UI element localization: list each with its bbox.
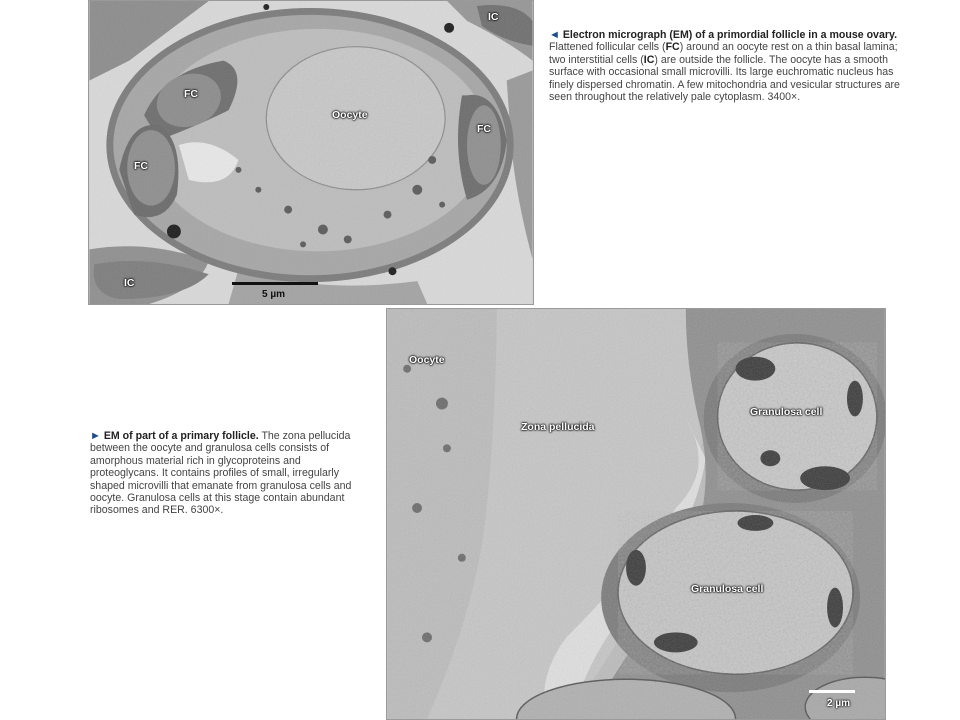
scale-bar-2um [809, 690, 855, 693]
caption-1-text-a: Flattened follicular cells ( [549, 41, 666, 54]
right-arrow-icon: ► [90, 430, 101, 442]
scale-label-2um: 2 µm [827, 698, 850, 709]
fc-label-left-bottom: FC [134, 160, 148, 172]
caption-2-title: EM of part of a primary follicle. [103, 430, 259, 442]
caption-1-text-c: ) are outside the follicle. The oocyte has a smooth surface with occasional small microvilli. Its large euchromatic nucleus has finely dispersed chromatin. A few mitochondria and vesicular structures are seen throughout the relatively pale cytoplasm. 3400×. [549, 53, 900, 104]
granulosa-cell-label-bottom: Granulosa cell [691, 583, 764, 595]
granulosa-cell-label-top: Granulosa cell [750, 406, 823, 418]
primordial-follicle-image [89, 1, 533, 304]
primordial-follicle-caption [549, 29, 907, 103]
primary-follicle-micrograph [386, 308, 886, 720]
caption-2-text: The zona pellucida between the oocyte and granulosa cells consists of amorphous material rich in glycoproteins and proteoglycans. It contains profiles of small, irregularly shaped microvilli that emanate from granulosa cells and oocyte. Granulosa cells at this stage contain abundant ribosomes and RER. 6300×. [90, 430, 352, 517]
caption-1-ic: IC [643, 53, 655, 66]
oocyte-label: Oocyte [332, 109, 368, 121]
fc-label-right: FC [477, 123, 491, 135]
caption-1-fc: FC [665, 41, 680, 54]
primary-follicle-image [387, 309, 885, 719]
caption-1-text-b: ) around an oocyte rest on a thin basal lamina; two interstitial cells ( [549, 41, 898, 66]
primary-follicle-caption [90, 430, 372, 517]
ic-label-top: IC [488, 11, 499, 23]
oocyte-label-2: Oocyte [409, 354, 445, 366]
zona-pellucida-label: Zona pellucida [521, 421, 595, 433]
scale-bar-5um [232, 282, 318, 285]
fc-label-left-top: FC [184, 88, 198, 100]
left-arrow-icon: ◄ [549, 29, 560, 41]
ic-label-bottom: IC [124, 277, 135, 289]
caption-1-title: Electron micrograph (EM) of a primordial follicle in a mouse ovary. [562, 29, 898, 41]
primordial-follicle-micrograph [88, 0, 534, 305]
scale-label-5um: 5 µm [262, 289, 285, 300]
